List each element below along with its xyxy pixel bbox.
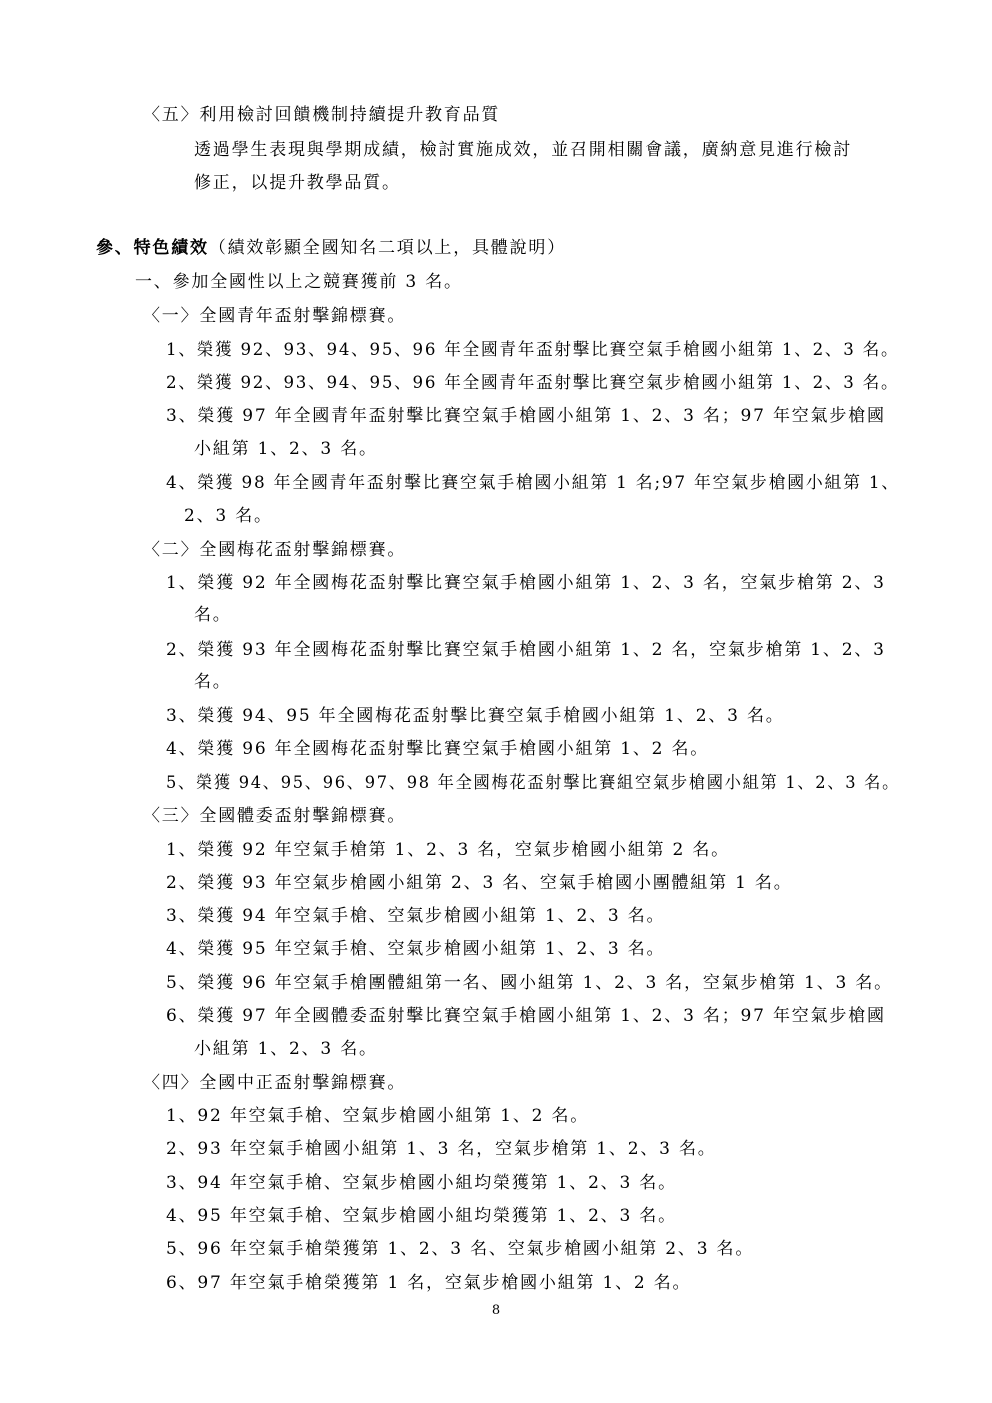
list-item: 2、榮獲 93 年全國梅花盃射擊比賽空氣手槍國小組第 1、2 名，空氣步槍第 1、2、3 — [166, 640, 886, 660]
list-item: 1、榮獲 92 年空氣手槍第 1、2、3 名，空氣步槍國小組第 2 名。 — [166, 840, 730, 860]
list-item: 2、榮獲 93 年空氣步槍國小組第 2、3 名、空氣手槍國小團體組第 1 名。 — [166, 873, 793, 893]
section-title-note: （績效彰顯全國知名二項以上，具體說明） — [208, 238, 567, 258]
list-item: 1、榮獲 92 年全國梅花盃射擊比賽空氣手槍國小組第 1、2、3 名，空氣步槍第 2、3 — [166, 573, 886, 593]
list-item: 6、97 年空氣手槍榮獲第 1 名，空氣步槍國小組第 1、2 名。 — [166, 1273, 692, 1293]
page-number: 8 — [491, 1303, 501, 1318]
list-item: 3、榮獲 94、95 年全國梅花盃射擊比賽空氣手槍國小組第 1、2、3 名。 — [166, 706, 785, 726]
list-item: 2、榮獲 92、93、94、95、96 年全國青年盃射擊比賽空氣步槍國小組第 1、2、3 名。 — [166, 373, 900, 393]
sub-heading: 一、參加全國性以上之競賽獲前 3 名。 — [135, 272, 463, 292]
list-item: 4、榮獲 95 年空氣手槍、空氣步槍國小組第 1、2、3 名。 — [166, 939, 666, 959]
list-item: 1、92 年空氣手槍、空氣步槍國小組第 1、2 名。 — [166, 1106, 590, 1126]
list-item: 3、榮獲 97 年全國青年盃射擊比賽空氣手槍國小組第 1、2、3 名；97 年空氣步槍國 — [166, 406, 886, 426]
paragraph-line: 透過學生表現與學期成績，檢討實施成效，並召開相關會議，廣納意見進行檢討 — [194, 140, 852, 160]
list-item-continuation: 2、3 名。 — [184, 506, 273, 526]
group-heading: 〈四〉全國中正盃射擊錦標賽。 — [143, 1073, 407, 1093]
list-item-continuation: 小組第 1、2、3 名。 — [194, 1039, 378, 1059]
list-item-continuation: 名。 — [194, 672, 232, 692]
paragraph-line: 修正，以提升教學品質。 — [194, 173, 401, 193]
group-heading: 〈一〉全國青年盃射擊錦標賽。 — [143, 306, 407, 326]
list-item-continuation: 小組第 1、2、3 名。 — [194, 439, 378, 459]
list-item: 3、榮獲 94 年空氣手槍、空氣步槍國小組第 1、2、3 名。 — [166, 906, 666, 926]
list-item: 5、榮獲 96 年空氣手槍團體組第一名、國小組第 1、2、3 名，空氣步槍第 1、3 名。 — [166, 973, 893, 993]
list-item: 4、榮獲 98 年全國青年盃射擊比賽空氣手槍國小組第 1 名;97 年空氣步槍國小組第 1、 — [166, 473, 901, 493]
group-heading: 〈二〉全國梅花盃射擊錦標賽。 — [143, 540, 407, 560]
list-item: 5、96 年空氣手槍榮獲第 1、2、3 名、空氣步槍國小組第 2、3 名。 — [166, 1239, 755, 1259]
list-item-continuation: 名。 — [194, 605, 232, 625]
list-item: 5、榮獲 94、95、96、97、98 年全國梅花盃射擊比賽組空氣步槍國小組第 1、2、3 名。 — [166, 773, 901, 793]
list-item: 3、94 年空氣手槍、空氣步槍國小組均榮獲第 1、2、3 名。 — [166, 1173, 677, 1193]
list-item: 1、榮獲 92、93、94、95、96 年全國青年盃射擊比賽空氣手槍國小組第 1、2、3 名。 — [166, 340, 900, 360]
list-item: 4、榮獲 96 年全國梅花盃射擊比賽空氣手槍國小組第 1、2 名。 — [166, 739, 710, 759]
list-item: 2、93 年空氣手槍國小組第 1、3 名，空氣步槍第 1、2、3 名。 — [166, 1139, 717, 1159]
group-heading: 〈三〉全國體委盃射擊錦標賽。 — [143, 806, 407, 826]
list-item: 4、95 年空氣手槍、空氣步槍國小組均榮獲第 1、2、3 名。 — [166, 1206, 677, 1226]
list-item: 6、榮獲 97 年全國體委盃射擊比賽空氣手槍國小組第 1、2、3 名；97 年空氣步槍國 — [166, 1006, 886, 1026]
section-title: 參、特色績效 — [96, 238, 209, 258]
subsection-heading: 〈五〉利用檢討回饋機制持續提升教育品質 — [143, 105, 501, 125]
section-title-row — [96, 236, 566, 260]
